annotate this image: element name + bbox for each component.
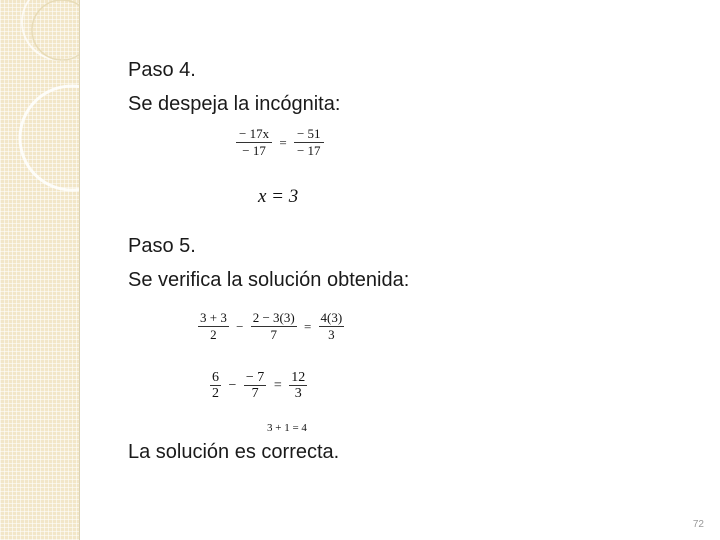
fraction-rhs [294, 126, 324, 160]
fraction-denominator: − 17 [296, 143, 321, 159]
fraction-denominator: 7 [251, 386, 259, 402]
decorative-circles [0, 0, 79, 540]
paso5-description: Se verifica la solución obtenida: [128, 269, 410, 291]
fraction-numerator: 4(3) [319, 310, 345, 327]
equals-sign: = [273, 377, 282, 393]
fraction-numerator: − 17x [236, 126, 272, 143]
equation-divide-both-sides [236, 126, 324, 160]
equation-solution: x = 3 [258, 186, 299, 207]
fraction-2 [251, 310, 297, 344]
fraction-numerator: 6 [212, 370, 219, 385]
fraction-denominator: 3 [294, 386, 302, 402]
fraction-numerator: − 7 [245, 370, 265, 385]
fraction-numerator: 2 − 3(3) [251, 310, 297, 327]
fraction-1 [198, 310, 229, 344]
equation-verification-simplified [210, 370, 307, 402]
fraction-2 [244, 370, 266, 402]
equals-sign: = [279, 134, 287, 150]
equation-final-check: 3 + 1 = 4 [267, 422, 307, 434]
minus-sign: − [228, 377, 237, 393]
fraction-numerator: 12 [291, 370, 306, 385]
fraction-denominator: 2 [210, 327, 217, 343]
fraction-denominator: 3 [328, 327, 335, 343]
equals-sign: = [303, 318, 312, 334]
equation-verification-substitution [198, 310, 344, 344]
fraction-denominator: − 17 [242, 143, 266, 159]
fraction-1 [210, 370, 221, 402]
fraction-numerator: − 51 [294, 126, 324, 143]
fraction-denominator: 2 [212, 386, 219, 402]
minus-sign: − [236, 318, 244, 334]
page-number: 72 [692, 519, 704, 530]
side-divider [79, 0, 80, 540]
fraction-3 [319, 310, 345, 344]
paso5-title: Paso 5. [128, 235, 196, 257]
fraction-lhs [236, 126, 272, 160]
fraction-3 [289, 370, 307, 402]
fraction-denominator: 7 [270, 327, 277, 343]
fraction-numerator: 3 + 3 [198, 310, 229, 327]
conclusion-text: La solución es correcta. [128, 441, 340, 463]
paso4-description: Se despeja la incógnita: [128, 93, 341, 115]
paso4-title: Paso 4. [128, 59, 196, 81]
